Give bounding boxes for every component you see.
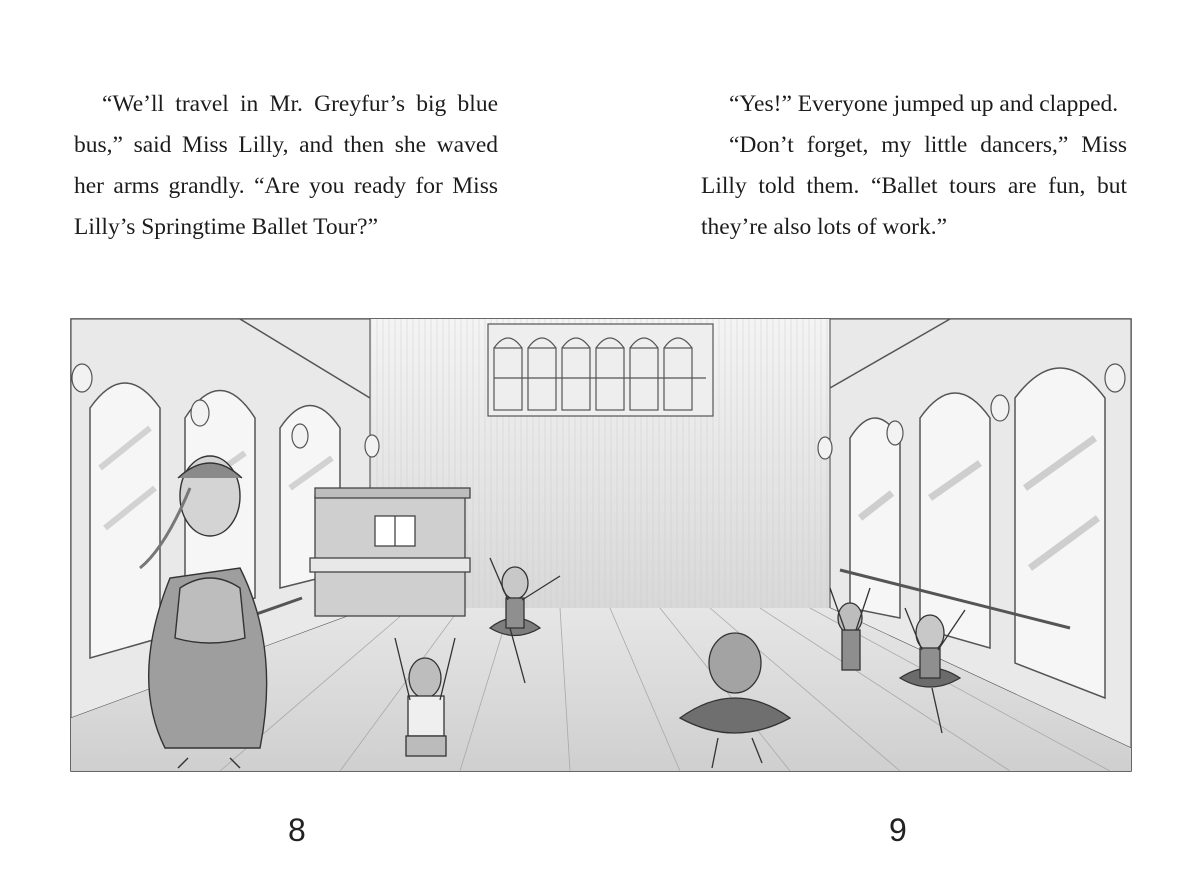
page-number-left: 8: [288, 812, 306, 848]
right-page-text: [701, 84, 1127, 248]
paragraph: “We’ll travel in Mr. Greyfur’s big blue bus,” said Miss Lilly, and then she waved her arms grandly. “Are you ready for Miss Lilly’s Springtime Ballet Tour?”: [74, 91, 498, 240]
high-window: [488, 324, 713, 416]
paragraph: “Yes!” Everyone jumped up and clapped.: [729, 91, 1119, 117]
paragraph: “Don’t forget, my little dancers,” Miss Lilly told them. “Ballet tours are fun, but they’re also lots of work.”: [701, 132, 1127, 240]
left-page-text: [74, 84, 498, 248]
page-number-right: 9: [889, 812, 907, 848]
upright-piano: [310, 488, 470, 616]
ballet-studio-illustration: [70, 318, 1132, 772]
